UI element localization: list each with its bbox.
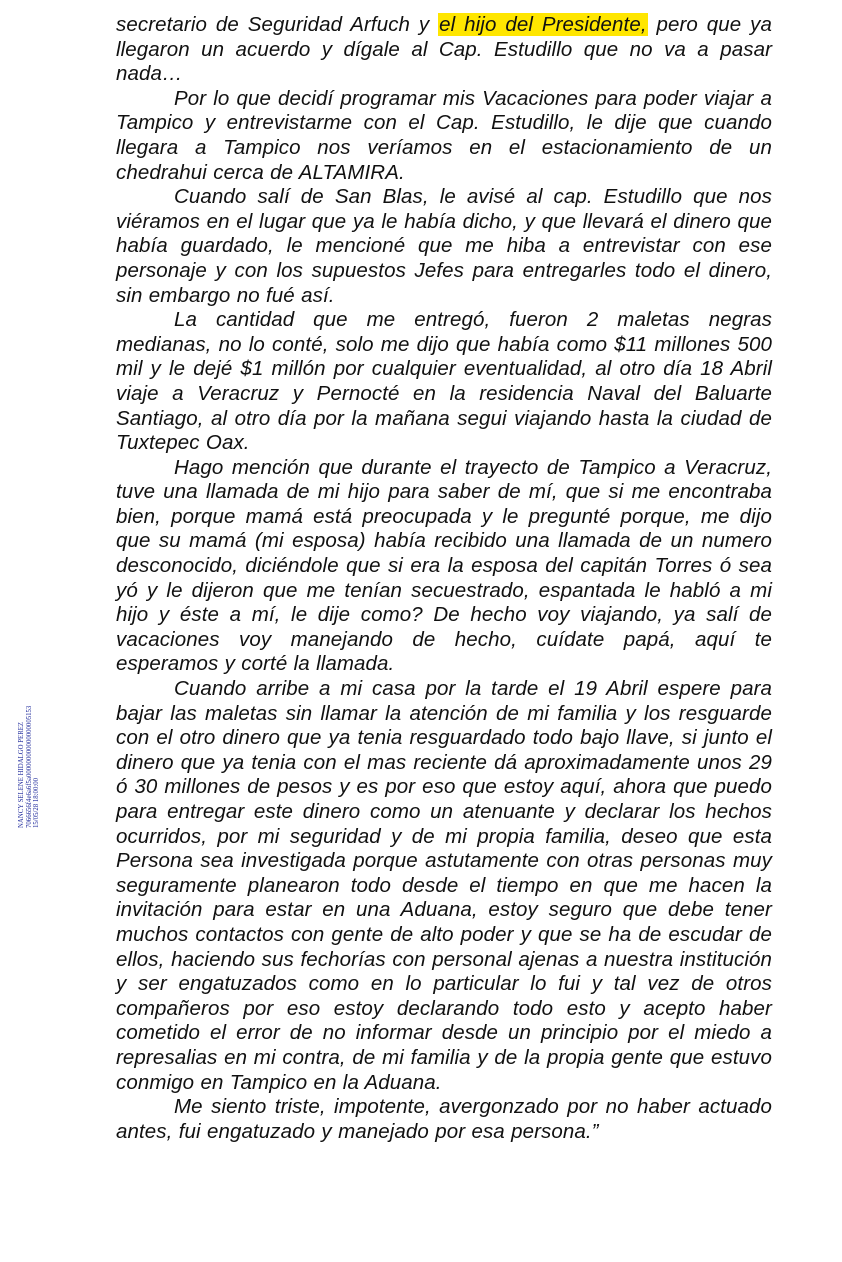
paragraph-1-end: pero que ya llegaron un acuerdo y dígale al Cap. Estudillo que no va a pasar nada…: [116, 13, 773, 86]
stamp-name: NANCY SELENE HIDALGO PEREZ: [18, 721, 25, 828]
paragraph-7: Me siento triste, impotente, avergonzado por no haber actuado antes, fui engatuzado y manejado por esa persona.”: [116, 1095, 772, 1143]
paragraph-5: Hago mención que durante el trayecto de Tampico a Veracruz, tuve una llamada de mi hijo para saber de mí, que si me encontraba bien, porque mamá está preocupada y le pregunté porque, me dijo que su mamá (mi esposa) había recibido una llamada de un numero desconocido, diciéndole que si era la esposa del capitán Torres ó sea yó y le dijeron que me tenían secuestrado, espantada le habló a mi hijo y éste a mí, le dije como? De hecho voy viajando, ya salí de vacaciones voy manejando de hecho, cuídate papá, aquí te esperamos y corté la llamada.: [116, 455, 772, 676]
highlighted-phrase: el hijo del Presidente,: [439, 13, 647, 36]
paragraph-1: [116, 13, 772, 87]
document-body: [116, 13, 772, 1144]
stamp-code: 7066656f4e6a6f5a000000000000000005153: [25, 705, 33, 828]
paragraph-3: Cuando salí de San Blas, le avisé al cap. Estudillo que nos viéramos en el lugar que ya le había dicho, y que llevará el dinero que había guardado, le mencioné que me hiba a entrevistar con ese personaje y con los supuestos Jefes para entregarles todo el dinero, sin embargo no fué así.: [116, 185, 772, 307]
paragraph-6: Cuando arribe a mi casa por la tarde el 19 Abril espere para bajar las maletas sin llamar la atención de mi familia y los resguarde con el otro dinero que ya tenia resguardado todo bajo llave, si junto el dinero que ya tenia con el mas reciente dá aproximadamente unos 29 ó 30 millones de pesos y es por eso que estoy aquí, ahora que puedo para entregar este dinero como un atenuante y declarar los hechos ocurridos, por mi seguridad y de mi propia familia, deseo que esta Persona sea investigada porque astutamente con otras personas muy seguramente planearon todo desde el tiempo en que me hacen la invitación para estar en una Aduana, estoy seguro que debe tener muchos contactos con gente de alto poder y que se ha de escudar de ellos, haciendo sus fechorías con personal ajenas a nuestra institución y ser engatuzados como en lo particular lo fui y tal vez de otros compañeros por eso estoy declarando todo esto y acepto haber cometido el error de no informar desde un principio por el miedo a represalias en mi contra, de mi familia y de la propia gente que estuvo conmigo en Tampico en la Aduana.: [116, 677, 772, 1094]
stamp-timestamp: 15/05/28 18:00:00: [33, 777, 41, 828]
paragraph-4: La cantidad que me entregó, fueron 2 maletas negras medianas, no lo conté, solo me dijo que había como $11 millones 500 mil y le dejé $1 millón por cualquier eventualidad, al otro día 18 Abril viaje a Veracruz y Pernocté en la residencia Naval del Baluarte Santiago, al otro día por la mañana segui viajando hasta la ciudad de Tuxtepec Oax.: [116, 308, 772, 455]
side-signature-stamp: [18, 668, 41, 828]
paragraph-2: Por lo que decidí programar mis Vacaciones para poder viajar a Tampico y entrevistarme con el Cap. Estudillo, le dije que cuando llegara a Tampico nos veríamos en el estacionamiento de un chedrahui cerca de ALTAMIRA.: [116, 86, 772, 184]
paragraph-1-start: secretario de Seguridad Arfuch y: [116, 13, 439, 36]
